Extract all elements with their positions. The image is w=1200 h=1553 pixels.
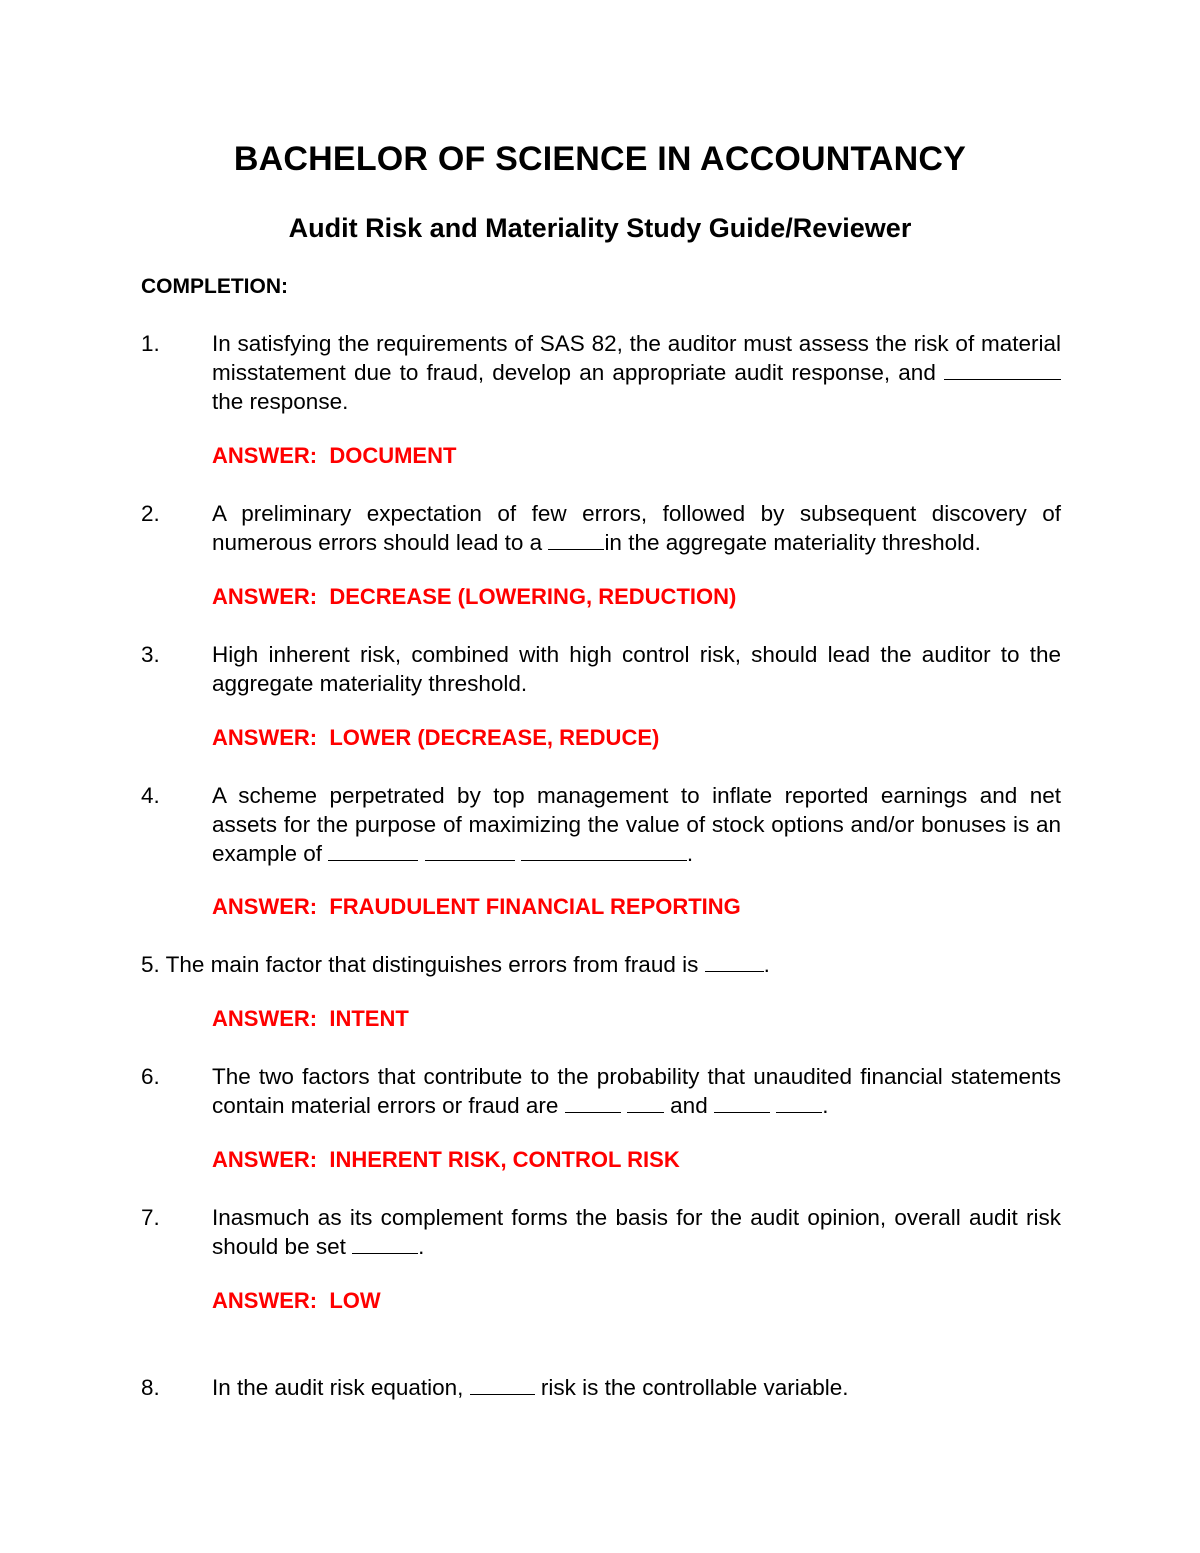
- answer-7: ANSWER: LOW: [212, 1288, 381, 1313]
- question-text-segment: In the audit risk equation,: [212, 1375, 470, 1400]
- question-text-segment: .: [822, 1093, 829, 1118]
- question-text-segment: A scheme perpetrated by top management to inflate reported earnings and net assets for the purpose of maximizing the value of stock options and/or bonuses is an example of: [212, 783, 1061, 866]
- question-number: 1.: [141, 331, 160, 356]
- question-number: 3.: [141, 642, 160, 667]
- question-text-segment: .: [763, 952, 770, 977]
- question-text-segment: in the aggregate materiality threshold.: [604, 530, 981, 555]
- question-number: 4.: [141, 783, 160, 808]
- answer-1: ANSWER: DOCUMENT: [212, 443, 457, 468]
- answer-blank: [521, 841, 687, 861]
- question-1: [141, 329, 1061, 416]
- question-number: 8.: [141, 1375, 160, 1400]
- question-text-segment: A preliminary expectation of few errors, followed by subsequent discovery of numerous errors should lead to a: [212, 501, 1061, 555]
- answer-3: ANSWER: LOWER (DECREASE, REDUCE): [212, 725, 660, 750]
- question-text: [212, 1373, 1061, 1402]
- answer-blank: [705, 952, 764, 972]
- question-text-segment: .: [686, 841, 694, 866]
- question-7: [141, 1203, 1061, 1261]
- question-text-segment: High inherent risk, combined with high control risk, should lead the auditor to the aggregate materiality threshold.: [212, 642, 1061, 696]
- question-3: [141, 640, 1061, 698]
- answer-5: ANSWER: INTENT: [212, 1006, 409, 1031]
- question-4: [141, 781, 1061, 868]
- question-text-segment: .: [418, 1234, 425, 1259]
- question-number: 2.: [141, 501, 160, 526]
- answer-blank: [776, 1093, 822, 1113]
- question-text-segment: In satisfying the requirements of SAS 82, the auditor must assess the risk of material misstatement due to fraud, develop an appropriate audit response, and: [212, 331, 1061, 385]
- question-text-segment: The main factor that distinguishes errors from fraud is: [165, 952, 705, 977]
- question-text: [212, 1062, 1061, 1120]
- answer-blank: [714, 1093, 770, 1113]
- question-text: [212, 781, 1061, 868]
- question-text-segment: risk is the controllable variable.: [534, 1375, 849, 1400]
- question-5: [141, 950, 1061, 979]
- answer-blank: [352, 1234, 418, 1254]
- question-text: [212, 499, 1061, 557]
- question-text: [212, 640, 1061, 698]
- answer-blank: [470, 1375, 535, 1395]
- question-8: [141, 1373, 1061, 1402]
- question-number: 7.: [141, 1205, 160, 1230]
- question-text-segment: Inasmuch as its complement forms the basis for the audit opinion, overall audit risk should be set: [212, 1205, 1061, 1259]
- section-heading: COMPLETION:: [141, 275, 288, 298]
- question-text-segment: The two factors that contribute to the probability that unaudited financial statements contain material errors or fraud are: [212, 1064, 1061, 1118]
- question-text: [212, 1203, 1061, 1261]
- answer-blank: [565, 1093, 621, 1113]
- question-2: [141, 499, 1061, 557]
- question-text: [141, 950, 1061, 979]
- answer-blank: [548, 530, 604, 550]
- question-text-segment: the response.: [212, 389, 349, 414]
- question-text: [212, 329, 1061, 416]
- answer-2: ANSWER: DECREASE (LOWERING, REDUCTION): [212, 584, 737, 609]
- answer-6: ANSWER: INHERENT RISK, CONTROL RISK: [212, 1147, 680, 1172]
- question-number: 6.: [141, 1064, 160, 1089]
- document-title: BACHELOR OF SCIENCE IN ACCOUNTANCY: [233, 140, 967, 178]
- question-number: 5.: [141, 952, 160, 977]
- document-subtitle: Audit Risk and Materiality Study Guide/Reviewer: [288, 213, 912, 243]
- answer-4: ANSWER: FRAUDULENT FINANCIAL REPORTING: [212, 894, 741, 919]
- answer-blank: [944, 360, 1061, 380]
- answer-blank: [627, 1093, 664, 1113]
- answer-blank: [328, 841, 418, 861]
- question-6: [141, 1062, 1061, 1120]
- answer-blank: [425, 841, 515, 861]
- question-text-segment: and: [663, 1093, 714, 1118]
